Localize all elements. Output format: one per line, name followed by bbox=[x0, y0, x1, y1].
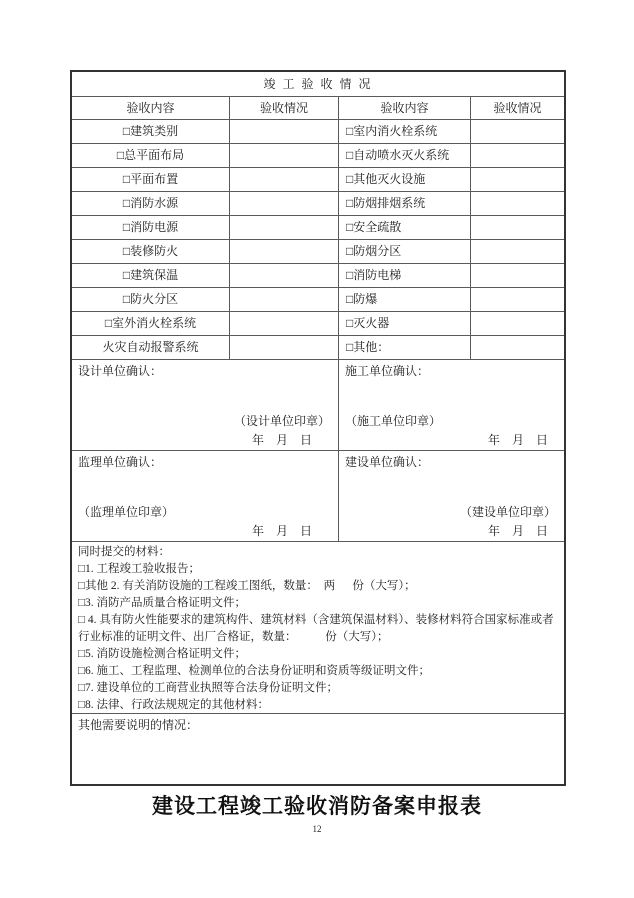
page-number: 12 bbox=[312, 824, 322, 834]
material-item-8[interactable]: □8. 法律、行政法规规定的其他材料： bbox=[78, 699, 269, 711]
status-cell bbox=[230, 311, 339, 335]
checkbox-item-outdoor-hydrant-system[interactable]: □室外消火栓系统 bbox=[72, 311, 230, 335]
table-title: 竣 工 验 收 情 况 bbox=[263, 76, 373, 91]
material-item-5[interactable]: □5. 消防设施检测合格证明文件； bbox=[78, 648, 246, 660]
status-cell bbox=[471, 119, 564, 143]
checkbox-item-auto-sprinkler-system[interactable]: □自动喷水灭火系统 bbox=[339, 143, 471, 167]
construction-unit-seal-placeholder: （施工单位印章） bbox=[345, 413, 442, 428]
client-unit-confirm-cell bbox=[339, 450, 564, 541]
column-header: 验收内容 bbox=[339, 96, 471, 119]
material-item-4[interactable]: □ 4. 具有防火性能要求的建筑构件、建筑材料（含建筑保温材料）、装修材料符合国家标准或者行业标准的证明文件、出厂合格证，数量： 份（大写）； bbox=[78, 614, 554, 643]
checkbox-item-other-extinguishing-facilities[interactable]: □其他灭火设施 bbox=[339, 167, 471, 191]
status-cell bbox=[230, 263, 339, 287]
checkbox-item-building-insulation[interactable]: □建筑保温 bbox=[72, 263, 230, 287]
checkbox-item-building-category[interactable]: □建筑类别 bbox=[72, 119, 230, 143]
material-item-6[interactable]: □6. 施工、工程监理、检测单位的合法身份证明和资质等级证明文件； bbox=[78, 665, 430, 677]
status-cell bbox=[471, 335, 564, 359]
column-header: 验收情况 bbox=[471, 96, 564, 119]
checkbox-item-general-plan-layout[interactable]: □总平面布局 bbox=[72, 143, 230, 167]
supervision-unit-seal-placeholder: （监理单位印章） bbox=[78, 504, 175, 519]
column-header: 验收情况 bbox=[230, 96, 339, 119]
supervision-unit-confirm-cell bbox=[72, 450, 339, 541]
checkbox-item-fire-water-source[interactable]: □消防水源 bbox=[72, 191, 230, 215]
material-item-1[interactable]: □1. 工程竣工验收报告； bbox=[78, 563, 200, 575]
confirmation-blocks bbox=[72, 359, 564, 541]
status-cell bbox=[230, 335, 339, 359]
status-cell bbox=[471, 191, 564, 215]
checkbox-item-plane-layout[interactable]: □平面布置 bbox=[72, 167, 230, 191]
materials-section bbox=[72, 541, 564, 713]
client-unit-date-line: 年 月 日 bbox=[487, 523, 548, 538]
status-cell bbox=[230, 287, 339, 311]
form-footer-title: 建设工程竣工验收消防备案申报表 bbox=[152, 795, 482, 818]
status-cell bbox=[230, 215, 339, 239]
design-unit-confirm-cell bbox=[72, 360, 339, 450]
checkbox-item-fire-power-supply[interactable]: □消防电源 bbox=[72, 215, 230, 239]
checkbox-item-smoke-exhaust-system[interactable]: □防烟排烟系统 bbox=[339, 191, 471, 215]
checkbox-item-explosion-proof[interactable]: □防爆 bbox=[339, 287, 471, 311]
checkbox-item-decoration-fireproofing[interactable]: □装修防火 bbox=[72, 239, 230, 263]
status-cell bbox=[471, 239, 564, 263]
checkbox-item-safe-evacuation[interactable]: □安全疏散 bbox=[339, 215, 471, 239]
client-unit-confirm-label: 建设单位确认： bbox=[345, 455, 430, 469]
status-cell bbox=[471, 143, 564, 167]
acceptance-grid bbox=[72, 96, 564, 359]
checkbox-item-fire-compartment[interactable]: □防火分区 bbox=[72, 287, 230, 311]
checkbox-item-fire-elevator[interactable]: □消防电梯 bbox=[339, 263, 471, 287]
status-cell bbox=[230, 143, 339, 167]
checkbox-item-fire-extinguisher[interactable]: □灭火器 bbox=[339, 311, 471, 335]
row-item-fire-alarm-system: 火灾自动报警系统 bbox=[72, 335, 230, 359]
checkbox-item-indoor-hydrant-system[interactable]: □室内消火栓系统 bbox=[339, 119, 471, 143]
other-notes-section bbox=[72, 713, 564, 784]
status-cell bbox=[471, 215, 564, 239]
status-cell bbox=[230, 167, 339, 191]
client-unit-seal-placeholder: （建设单位印章） bbox=[459, 504, 556, 519]
other-notes-heading: 其他需要说明的情况： bbox=[78, 718, 199, 732]
material-item-2[interactable]: □其他 2. 有关消防设施的工程竣工图纸，数量： 两 份（大写）； bbox=[78, 580, 416, 592]
design-unit-seal-placeholder: （设计单位印章） bbox=[233, 413, 330, 428]
supervision-unit-confirm-label: 监理单位确认： bbox=[78, 455, 163, 469]
status-cell bbox=[471, 263, 564, 287]
material-item-3[interactable]: □3. 消防产品质量合格证明文件； bbox=[78, 597, 246, 609]
column-header: 验收内容 bbox=[72, 96, 230, 119]
checkbox-item-smoke-zone[interactable]: □防烟分区 bbox=[339, 239, 471, 263]
checkbox-item-other[interactable]: □其他： bbox=[339, 335, 471, 359]
status-cell bbox=[471, 167, 564, 191]
acceptance-table bbox=[70, 70, 566, 786]
construction-unit-date-line: 年 月 日 bbox=[487, 432, 548, 447]
status-cell bbox=[230, 191, 339, 215]
status-cell bbox=[471, 287, 564, 311]
status-cell bbox=[230, 239, 339, 263]
materials-heading: 同时提交的材料： bbox=[78, 546, 170, 558]
construction-unit-confirm-cell bbox=[339, 360, 564, 450]
status-cell bbox=[471, 311, 564, 335]
design-unit-date-line: 年 月 日 bbox=[251, 432, 312, 447]
supervision-unit-date-line: 年 月 日 bbox=[251, 523, 312, 538]
construction-unit-confirm-label: 施工单位确认： bbox=[345, 364, 430, 378]
material-item-7[interactable]: □7. 建设单位的工商营业执照等合法身份证明文件； bbox=[78, 682, 338, 694]
status-cell bbox=[230, 119, 339, 143]
design-unit-confirm-label: 设计单位确认： bbox=[78, 364, 163, 378]
